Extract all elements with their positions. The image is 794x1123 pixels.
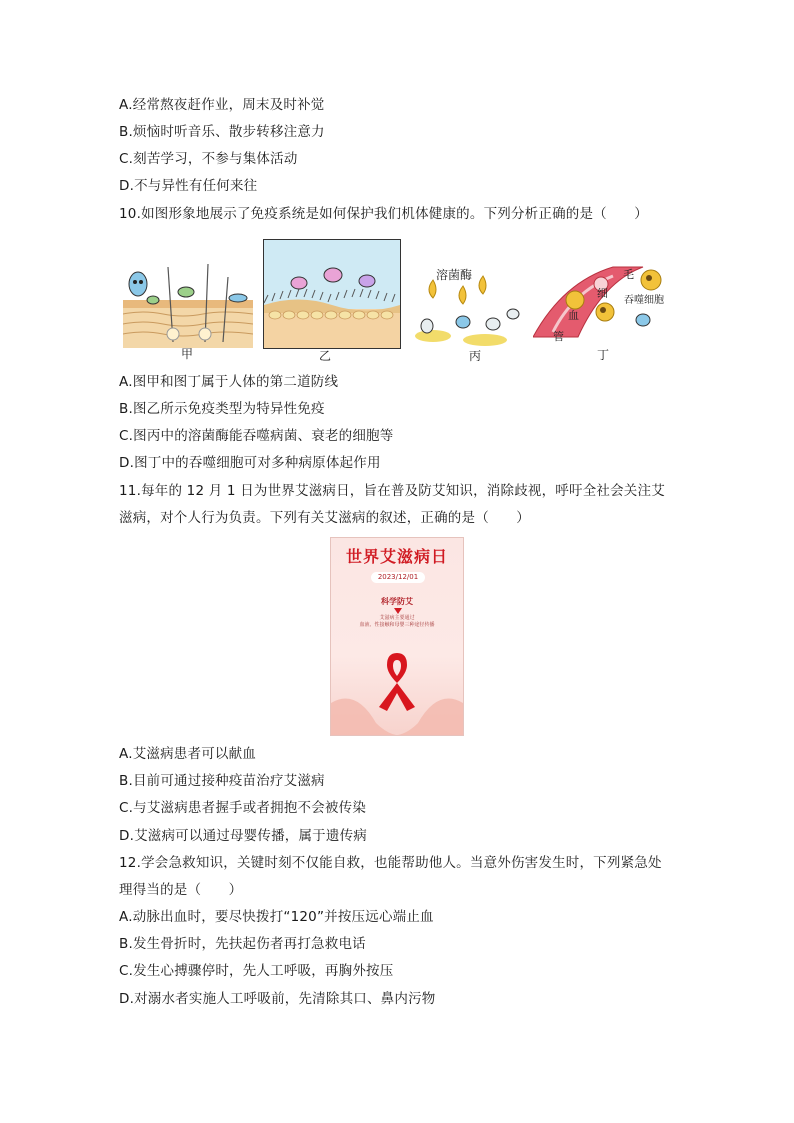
poster-small-text-2: 血液、性接触和母婴三种途径传播	[359, 622, 435, 628]
q11-stem-line-1: 11.每年的 12 月 1 日为世界艾滋病日，旨在普及防艾知识，消除歧视，呼吁全社会关注艾	[119, 483, 665, 499]
q10-option-c: C.图丙中的溶菌酶能吞噬病菌、衰老的细胞等	[119, 428, 394, 444]
q11-option-c: C.与艾滋病患者握手或者拥抱不会被传染	[119, 800, 367, 816]
poster-arrow-icon	[394, 608, 402, 614]
q9-option-d: D.不与异性有任何来往	[119, 178, 258, 194]
figure-ding-phagocyte-label: 吞噬细胞	[624, 295, 664, 306]
figure-ding-capillary-char-3: 血	[568, 309, 579, 322]
figure-yi-mucosa	[263, 239, 401, 349]
q11-stem-line-2: 滋病，对个人行为负责。下列有关艾滋病的叙述，正确的是（ ）	[119, 510, 530, 526]
q12-option-c: C.发生心搏骤停时，先人工呼吸，再胸外按压	[119, 963, 394, 979]
poster-small-text-1: 艾滋病主要通过	[379, 615, 415, 621]
q10-option-d: D.图丁中的吞噬细胞可对多种病原体起作用	[119, 455, 381, 471]
figure-bing-label: 丙	[469, 349, 482, 363]
q12-option-d: D.对溺水者实施人工呼吸前，先清除其口、鼻内污物	[119, 991, 436, 1007]
figure-bing-lysozyme-label: 溶菌酶	[436, 268, 473, 282]
q12-stem-line-1: 12.学会急救知识，关键时刻不仅能自救，也能帮助他人。当意外伤害发生时，下列紧急处	[119, 855, 662, 871]
q11-option-a: A.艾滋病患者可以献血	[119, 746, 256, 762]
world-aids-day-poster	[330, 537, 464, 736]
figure-jia-label: 甲	[181, 347, 194, 361]
q12-option-a: A.动脉出血时，要尽快拨打“120”并按压远心端止血	[119, 909, 434, 925]
q9-option-a: A.经常熬夜赶作业，周末及时补觉	[119, 97, 325, 113]
poster-date: 2023/12/01	[371, 572, 425, 583]
figure-yi-label: 乙	[319, 349, 332, 363]
red-ribbon-icon	[379, 653, 415, 711]
q11-option-d: D.艾滋病可以通过母婴传播，属于遗传病	[119, 828, 367, 844]
figure-ding-capillary-char-1: 毛	[623, 268, 634, 281]
q9-option-c: C.刻苦学习，不参与集体活动	[119, 151, 298, 167]
q12-option-b: B.发生骨折时，先扶起伤者再打急救电话	[119, 936, 366, 952]
q10-option-b: B.图乙所示免疫类型为特异性免疫	[119, 401, 325, 417]
q9-option-b: B.烦恼时听音乐、散步转移注意力	[119, 124, 325, 140]
q11-option-b: B.目前可通过接种疫苗治疗艾滋病	[119, 773, 325, 789]
q12-stem-line-2: 理得当的是（ ）	[119, 882, 243, 898]
q10-option-a: A.图甲和图丁属于人体的第二道防线	[119, 374, 339, 390]
poster-subtitle: 科学防艾	[381, 597, 413, 606]
red-ribbon-hands-illustration	[331, 633, 463, 735]
figure-ding-capillary-char-4: 管	[553, 330, 564, 343]
q10-stem: 10.如图形象地展示了免疫系统是如何保护我们机体健康的。下列分析正确的是（ ）	[119, 206, 648, 222]
figure-jia-skin-barrier	[123, 262, 253, 348]
poster-title: 世界艾滋病日	[345, 547, 448, 566]
figure-ding-capillary-char-2: 细	[597, 287, 608, 300]
figure-ding-label: 丁	[597, 348, 610, 362]
